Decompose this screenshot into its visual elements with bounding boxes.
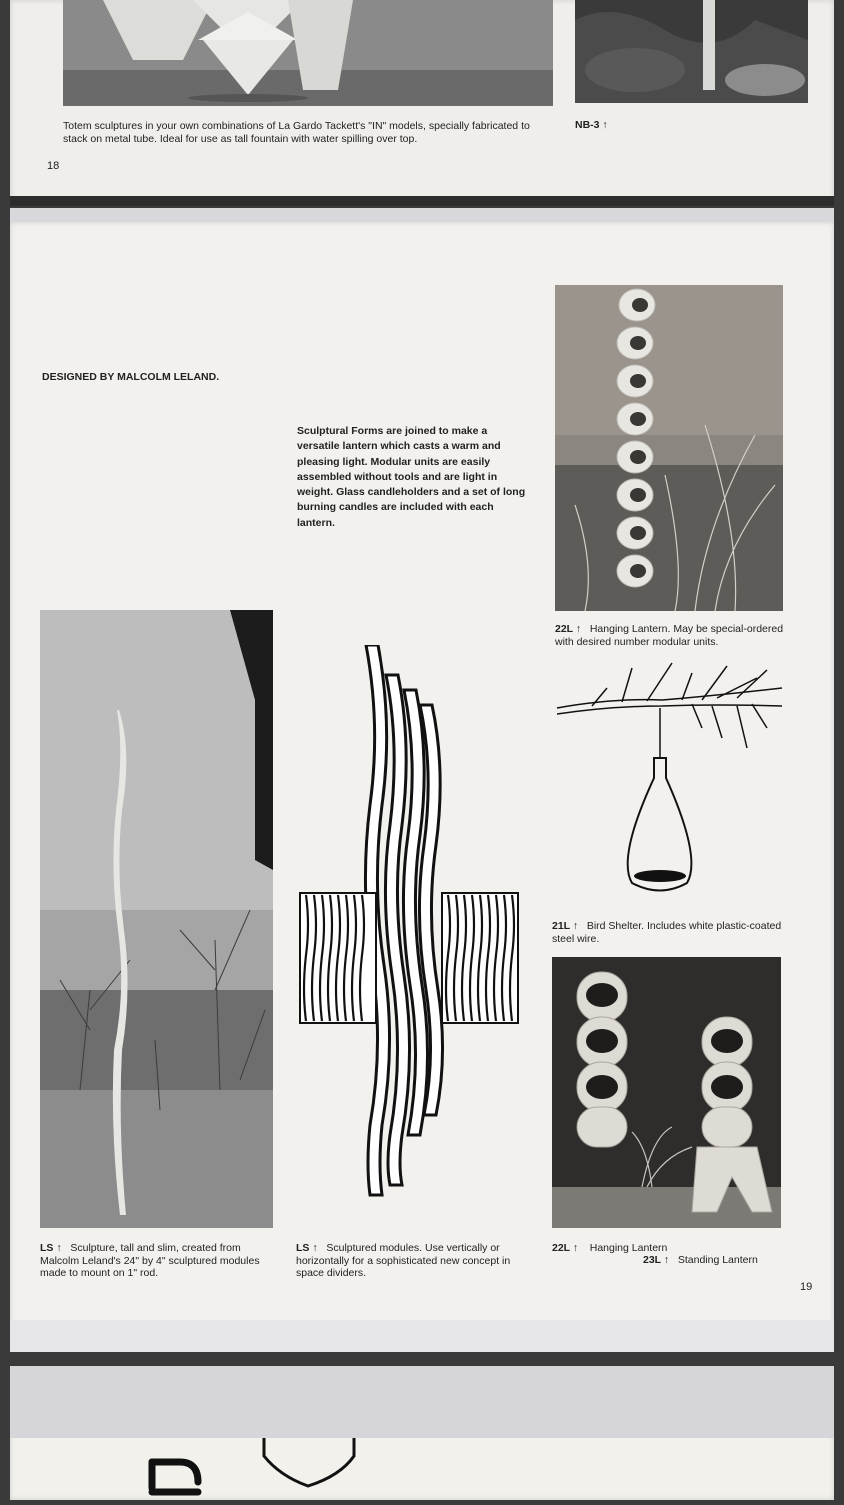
garden-stake-photo: [575, 0, 808, 103]
caption-ls-2: [296, 1242, 532, 1280]
code-21l: 21L ↑: [552, 920, 579, 932]
nb3-code: NB-3 ↑: [575, 119, 608, 131]
intro-text: Sculptural Forms are joined to make a versatile lantern which casts a warm and pleasing light. Modular units are easily assembled without tools and are light in weight. Glass candleholders and a set of long burning candles are included with each lantern.: [297, 425, 526, 529]
text-22l: Hanging Lantern. May be special-ordered with desired number modular units.: [555, 623, 784, 648]
page-gap-1: [10, 208, 834, 222]
code-22l-b: 22L ↑: [552, 1242, 579, 1254]
sculptured-modules-drawing: [298, 645, 520, 1197]
text-ls-2: Sculptured modules. Use vertically or horizontally for a sophisticated new concept in space dividers.: [296, 1242, 511, 1279]
caption-22l: [555, 623, 789, 648]
page-20-drawing: [140, 1436, 410, 1500]
page-19-shadow-band: [10, 1320, 834, 1352]
code-22l: 22L ↑: [555, 623, 582, 635]
page-gap-2: [0, 1352, 844, 1366]
caption-21l: [552, 920, 788, 945]
page-number-19: 19: [800, 1281, 813, 1293]
totem-caption: Totem sculptures in your own combinations of La Gardo Tackett's "IN" models, specially fabricated to stack on metal tube. Ideal for use as tall fountain with water spilling over top.: [63, 120, 530, 145]
hanging-lantern-photo: [555, 285, 783, 611]
lanterns-photo: [552, 957, 781, 1228]
code-ls-2: LS ↑: [296, 1242, 318, 1254]
page-20-top-band: [10, 1366, 834, 1438]
bird-shelter-drawing: [552, 658, 786, 898]
designer-credit: DESIGNED BY MALCOLM LELAND.: [42, 371, 220, 383]
caption-23l: [643, 1254, 793, 1267]
code-23l: 23L ↑: [643, 1254, 670, 1266]
page-number-18: 18: [47, 160, 60, 172]
page-18-bottom-edge: [10, 196, 834, 206]
code-ls-1: LS ↑: [40, 1242, 62, 1254]
tall-sculpture-photo: [40, 610, 273, 1228]
caption-22l-b: [552, 1242, 786, 1255]
caption-ls-1: [40, 1242, 272, 1280]
text-21l: Bird Shelter. Includes white plastic-coated steel wire.: [552, 920, 782, 945]
text-23l: Standing Lantern: [677, 1254, 758, 1266]
text-22l-b: Hanging Lantern: [589, 1242, 668, 1254]
totem-sculptures-photo: [63, 0, 553, 106]
text-ls-1: Sculpture, tall and slim, created from Malcolm Leland's 24" by 4" sculptured modules made to mount on 1" rod.: [40, 1242, 260, 1279]
